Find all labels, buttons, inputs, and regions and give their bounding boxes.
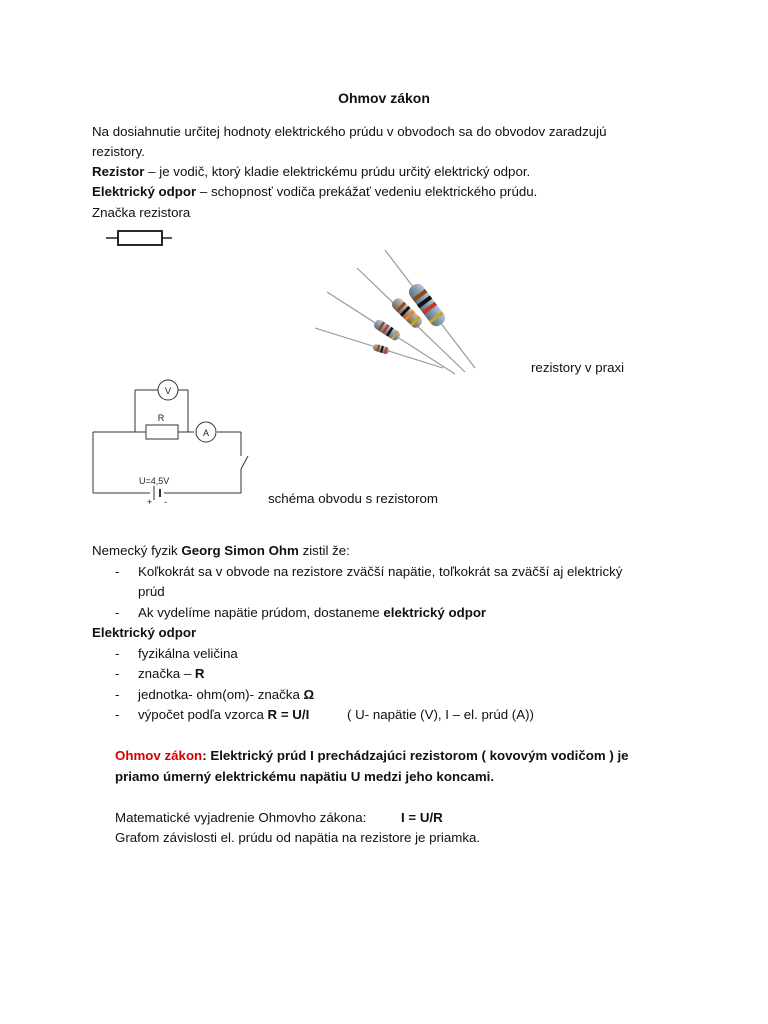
circuit-resistor [146, 425, 178, 439]
odpor-item-4-text: výpočet podľa vzorca [138, 707, 268, 722]
odpor-term: Elektrický odpor [92, 184, 197, 199]
ohm-bullet-1-line-2: prúd [138, 584, 165, 599]
odpor-item-4-note: ( U- napätie (V), I – el. prúd (A)) [347, 707, 534, 722]
graph-statement: Grafom závislosti el. prúdu od napätia na rezistore je priamka. [115, 830, 481, 845]
odpor-item-4-bold: R = U/I [267, 707, 310, 722]
rezistor-definition [92, 162, 530, 182]
bullet-dash: - [115, 564, 120, 579]
law-term: Ohmov zákon [115, 748, 203, 763]
photo-caption: rezistory v praxi [531, 360, 625, 375]
bullet-dash: - [115, 687, 120, 702]
circuit-caption: schéma obvodu s rezistorom [268, 491, 438, 506]
rezistor-def-text: – je vodič, ktorý kladie elektrickému prúdu určitý elektrický odpor. [144, 164, 531, 179]
ohm-name: Georg Simon Ohm [181, 543, 299, 558]
odpor-item-3-text: jednotka- ohm(om)- značka [138, 687, 304, 702]
law-colon: : [202, 748, 207, 763]
page-title: Ohmov zákon [338, 90, 430, 106]
odpor-heading: Elektrický odpor [92, 625, 197, 640]
law-line-2: priamo úmerný elektrickému napätiu U medzi jeho koncami. [115, 769, 495, 784]
law-line-1 [115, 746, 629, 766]
intro-line-2: rezistory. [92, 144, 145, 159]
plus-label: + [147, 497, 153, 507]
resistor-label: R [157, 413, 165, 423]
bullet-dash: - [115, 605, 120, 620]
resistor-symbol [106, 228, 172, 248]
ohm-intro-pre: Nemecký fyzik [92, 543, 182, 558]
rezistor-term: Rezistor [92, 164, 145, 179]
ohm-bullet-1-line-1: Koľkokrát sa v obvode na rezistore zväčší napätie, toľkokrát sa zväčší aj elektrický [138, 564, 623, 579]
math-formula: I = U/R [401, 810, 443, 825]
odpor-item-3 [138, 685, 314, 705]
law-text-1: Elektrický prúd I prechádzajúci rezistorom ( kovovým vodičom ) je [206, 748, 629, 763]
math-label: Matematické vyjadrenie Ohmovho zákona: [115, 810, 367, 825]
odpor-item-2 [138, 664, 205, 684]
resistor-photo-4 [315, 328, 443, 368]
bullet-dash: - [115, 666, 120, 681]
odpor-def-text: – schopnosť vodiča prekážať vedeniu elektrického prúdu. [196, 184, 538, 199]
voltmeter-label: V [164, 386, 172, 396]
odpor-item-2-bold: R [194, 666, 205, 681]
odpor-item-1: fyzikálna veličina [138, 646, 238, 661]
minus-label: - [164, 497, 167, 507]
odpor-item-4 [138, 705, 309, 725]
odpor-item-2-text: značka – [138, 666, 195, 681]
ammeter-label: A [202, 428, 210, 438]
odpor-definition [92, 182, 537, 202]
intro-line-1: Na dosiahnutie určitej hodnoty elektrického prúdu v obvodoch sa do obvodov zaradzujú [92, 124, 607, 139]
circuit-diagram [88, 374, 253, 508]
source-label: U=4,5V [139, 476, 170, 486]
ohm-bullet-2 [138, 603, 486, 623]
odpor-item-3-bold: Ω [303, 687, 315, 702]
ohm-bullet-2-text: Ak vydelíme napätie prúdom, dostaneme [138, 605, 384, 620]
symbol-label: Značka rezistora [92, 205, 191, 220]
ohm-bullet-2-bold: elektrický odpor [383, 605, 487, 620]
bullet-dash: - [115, 646, 120, 661]
ohm-intro-post: zistil že: [298, 543, 350, 558]
resistors-photo [315, 250, 515, 380]
bullet-dash: - [115, 707, 120, 722]
ohm-intro [92, 541, 350, 561]
